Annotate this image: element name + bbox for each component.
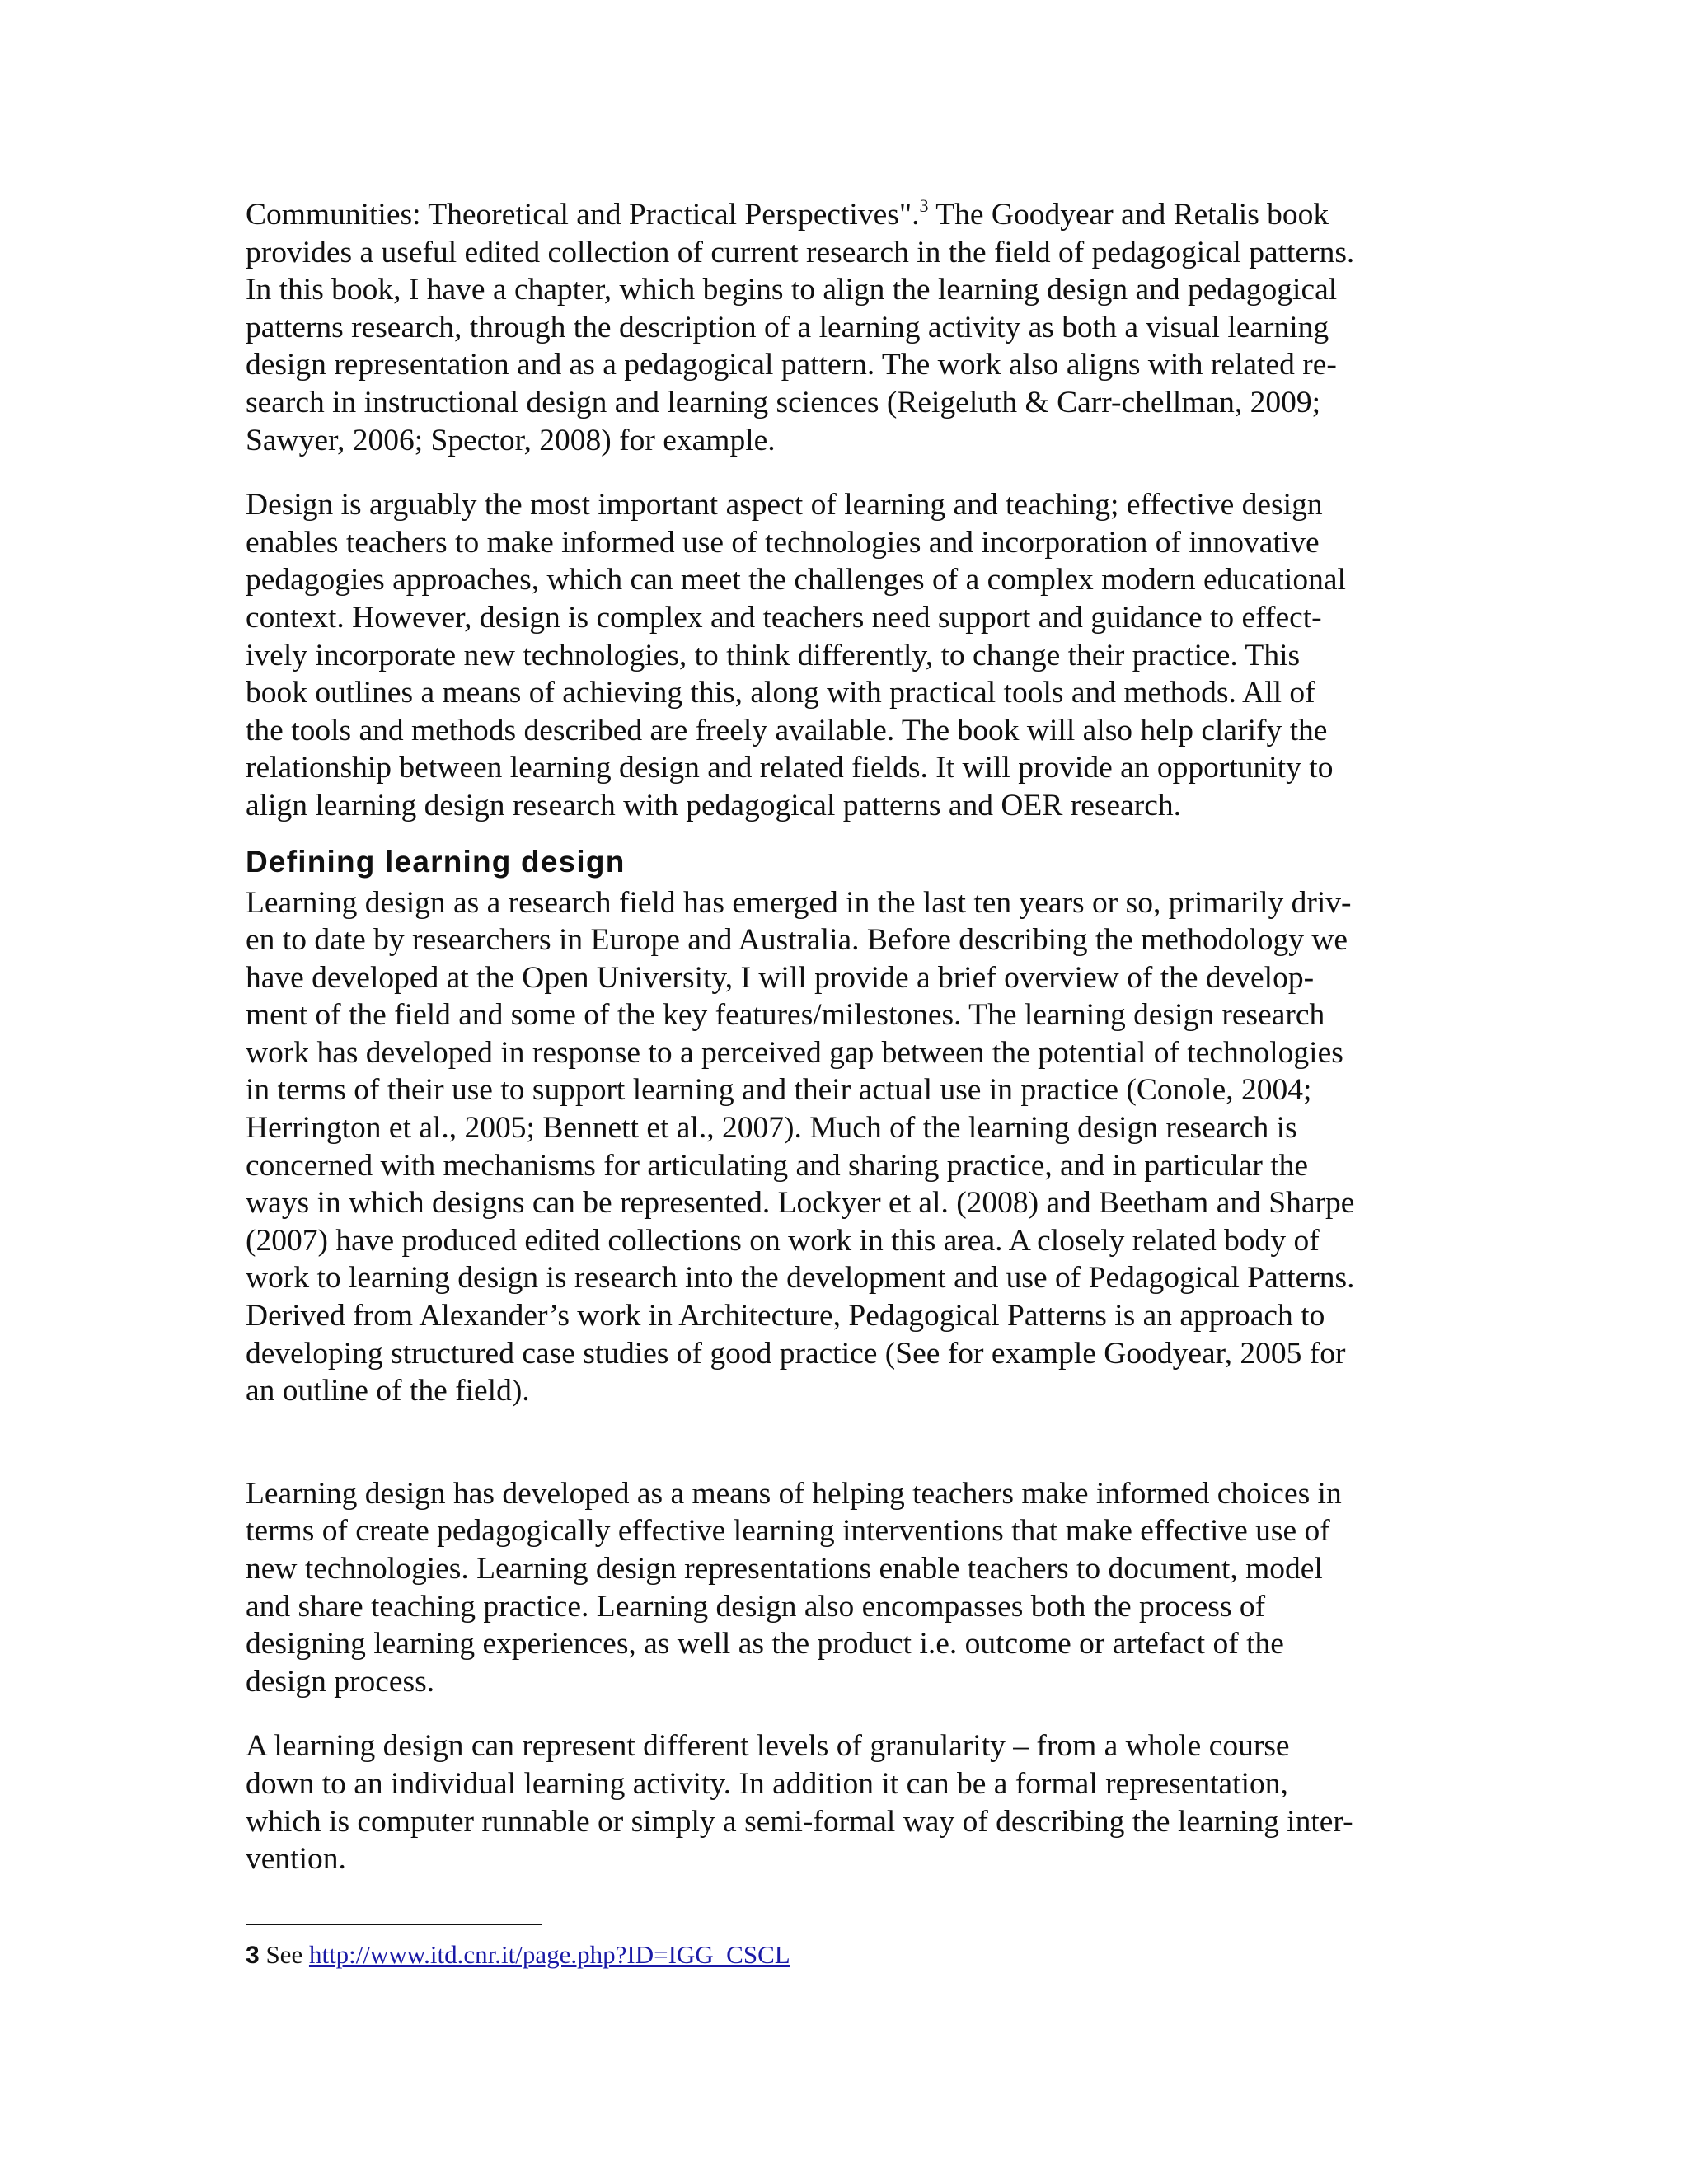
- paragraph-line: search in instructional design and learning sciences (Reigeluth & Carr-chellman, 2009;: [246, 385, 1321, 419]
- paragraph-line: Learning design as a research field has emerged in the last ten years or so, primarily driv-: [246, 885, 1352, 920]
- paragraph-line: provides a useful edited collection of current research in the field of pedagogical patterns.: [246, 235, 1355, 269]
- paragraph-1: [246, 196, 1445, 459]
- paragraph-line: ment of the field and some of the key features/milestones. The learning design research: [246, 998, 1325, 1033]
- footnote-number: 3: [246, 1942, 260, 1969]
- paragraph-line: new technologies. Learning design representations enable teachers to document, model: [246, 1552, 1323, 1586]
- footnote-prefix: See: [259, 1940, 309, 1969]
- footnote-reference[interactable]: 3: [919, 195, 929, 216]
- paragraph-text: Communities: Theoretical and Practical Perspectives".: [246, 198, 920, 232]
- paragraph-line: ways in which designs can be represented. Lockyer et al. (2008) and Beetham and Sharpe: [246, 1186, 1355, 1221]
- paragraph-line: vention.: [246, 1842, 346, 1877]
- paragraph-line: concerned with mechanisms for articulating and sharing practice, and in particular the: [246, 1148, 1309, 1183]
- paragraph-5: [246, 1727, 1445, 1877]
- paragraph-line: pedagogies approaches, which can meet the challenges of a complex modern educational: [246, 563, 1346, 598]
- paragraph-spacer: [246, 1448, 1445, 1475]
- paragraph-spacer: [246, 1700, 1445, 1727]
- paragraph-line: have developed at the Open University, I will provide a brief overview of the develop-: [246, 960, 1315, 995]
- paragraph-line: align learning design research with pedagogical patterns and OER research.: [246, 788, 1181, 823]
- paragraph-line: in terms of their use to support learning and their actual use in practice (Conole, 2004;: [246, 1073, 1312, 1108]
- paragraph-line: book outlines a means of achieving this, along with practical tools and methods. All of: [246, 676, 1315, 710]
- paragraph-line: developing structured case studies of good practice (See for example Goodyear, 2005 for: [246, 1336, 1346, 1371]
- paragraph-line: terms of create pedagogically effective learning interventions that make effective use of: [246, 1514, 1330, 1549]
- paragraph-line: en to date by researchers in Europe and Australia. Before describing the methodology we: [246, 923, 1348, 958]
- paragraph-3: [246, 884, 1445, 1410]
- footnote-link[interactable]: http://www.itd.cnr.it/page.php?ID=IGG_CSCL: [308, 1940, 790, 1969]
- footnote-separator: [246, 1924, 542, 1925]
- paragraph-line: Herrington et al., 2005; Bennett et al., 2007). Much of the learning design research is: [246, 1111, 1297, 1146]
- paragraph-line: patterns research, through the description of a learning activity as both a visual learning: [246, 310, 1329, 344]
- paragraph-line: work to learning design is research into the development and use of Pedagogical Patterns.: [246, 1261, 1355, 1296]
- paragraph-2: [246, 486, 1445, 824]
- paragraph-line: relationship between learning design and related fields. It will provide an opportunity to: [246, 751, 1334, 785]
- section-heading: Defining learning design: [246, 844, 626, 879]
- paragraph-line: down to an individual learning activity. In addition it can be a formal representation,: [246, 1766, 1288, 1801]
- paragraph-line: (2007) have produced edited collections on work in this area. A closely related body of: [246, 1223, 1320, 1258]
- paragraph-text: The Goodyear and Retalis book: [928, 198, 1329, 232]
- footnote: [246, 1939, 790, 1971]
- paragraph-line: enables teachers to make informed use of technologies and incorporation of innovative: [246, 525, 1320, 560]
- paragraph-spacer: [246, 1410, 1445, 1448]
- paragraph-line: design representation and as a pedagogical pattern. The work also aligns with related re-: [246, 348, 1337, 382]
- paragraph-line: work has developed in response to a perceived gap between the potential of technologies: [246, 1035, 1343, 1070]
- paragraph-line: ively incorporate new technologies, to think differently, to change their practice. This: [246, 638, 1301, 673]
- paragraph-4: [246, 1475, 1445, 1701]
- paragraph-spacer: [246, 459, 1445, 486]
- paragraph-line: and share teaching practice. Learning design also encompasses both the process of: [246, 1589, 1266, 1624]
- paragraph-line: designing learning experiences, as well as the product i.e. outcome or artefact of the: [246, 1627, 1284, 1661]
- paragraph-line: design process.: [246, 1664, 435, 1699]
- paragraph-line: [246, 196, 1445, 234]
- paragraph-line: A learning design can represent different levels of granularity – from a whole course: [246, 1729, 1290, 1764]
- paragraph-line: the tools and methods described are freely available. The book will also help clarify the: [246, 713, 1328, 748]
- paragraph-line: which is computer runnable or simply a semi-formal way of describing the learning inter-: [246, 1804, 1353, 1839]
- paragraph-line: In this book, I have a chapter, which begins to align the learning design and pedagogical: [246, 273, 1338, 307]
- paragraph-line: Sawyer, 2006; Spector, 2008) for example.: [246, 423, 776, 457]
- paragraph-line: Derived from Alexander’s work in Architecture, Pedagogical Patterns is an approach to: [246, 1299, 1325, 1333]
- paragraph-line: an outline of the field).: [246, 1374, 530, 1408]
- paragraph-line: context. However, design is complex and teachers need support and guidance to effect-: [246, 600, 1322, 635]
- page-body: [246, 196, 1445, 1878]
- paragraph-line: Design is arguably the most important aspect of learning and teaching; effective design: [246, 488, 1323, 523]
- paragraph-line: Learning design has developed as a means of helping teachers make informed choices in: [246, 1476, 1342, 1511]
